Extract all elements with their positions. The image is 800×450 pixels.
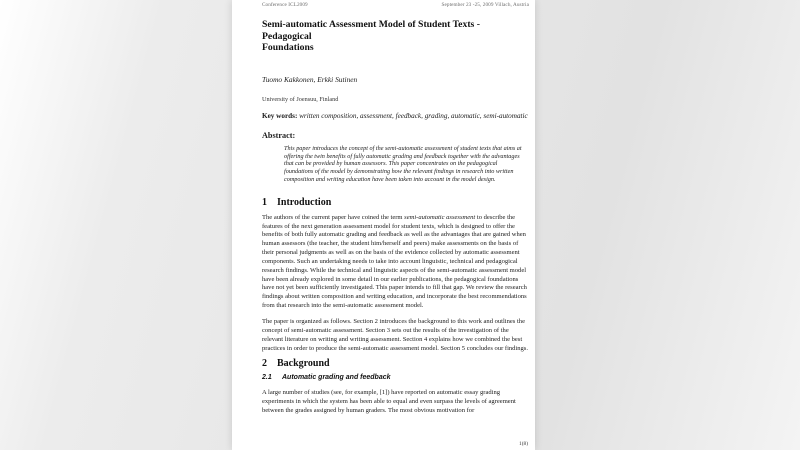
affiliation: University of Joensuu, Finland — [262, 95, 339, 103]
page-number: 1(8) — [519, 441, 528, 447]
section-1-title: Introduction — [277, 196, 332, 208]
document-page — [232, 0, 535, 450]
intro-paragraph-2: The paper is organized as follows. Section 2 introduces the background to this work and outlines the concept of semi-automatic assessment. Section 3 sets out the results of the investigation of the relevant literature on writing and writing assessment. Section 4 explains how we combined the best practices in order to produce the semi-automatic assessment model. Section 5 concludes our findings. — [262, 317, 528, 352]
page-content — [232, 0, 535, 416]
paragraph-segment: The authors of the current paper have coined the term — [262, 213, 405, 221]
section-1-number: 1 — [262, 196, 267, 208]
abstract-text: This paper introduces the concept of the semi-automatic assessment of student texts that aims at offering the twin benefits of fully automatic grading and feedback together with the advantages that can be provided by human assessors. This paper concentrates on the pedagogical foundations of the model by demonstrating how the relevant findings in research into written composition and writing education have been taken into account in the model design. — [284, 144, 522, 183]
authors: Tuomo Kakkonen, Erkki Sutinen — [262, 74, 358, 84]
conference-name: Conference ICL2009 — [262, 2, 308, 8]
keywords-line — [262, 112, 529, 121]
section-2-title: Background — [277, 358, 330, 370]
paper-title-line-2: Foundations — [262, 42, 314, 53]
conference-date-location: September 23 -25, 2009 Villach, Austria — [441, 2, 529, 8]
keywords-list: written composition, assessment, feedback, grading, automatic, semi-automatic — [299, 111, 528, 120]
keywords-label: Key words: — [262, 111, 298, 120]
paper-title-line-1: Semi-automatic Assessment Model of Student Texts - Pedagogical — [262, 19, 480, 42]
intro-paragraph-1 — [262, 214, 529, 311]
paragraph-segment: semi-automatic assessment — [404, 213, 476, 221]
paragraph-segment: to describe the features of the next generation assessment model for student texts, which is designed to offer the benefits of both fully automatic grading and feedback as well as the advantages that are gained when human assessors (the teacher, the student him/herself and peers) make assessments on the basis of their personal judgments as well as on the basis of the evidence collected by automatic assessment components. Such an undertaking needs to take into account linguistic, technical and pedagogical research findings. While the technical and linguistic aspects of the semi-automatic assessment model have been already explored in some detail in our earlier publications, the pedagogical foundations have not yet been sufficiently investigated. This paper intends to fill that gap. We review the research findings about written composition and writing education, and incorporate the best recommendations from that research into the semi-automatic assessment model. — [262, 213, 527, 310]
paper-title — [262, 19, 529, 54]
section-2-heading — [262, 358, 529, 369]
running-header — [262, 2, 529, 8]
abstract-label: Abstract: — [262, 130, 296, 140]
background-paragraph-1: A large number of studies (see, for example, [1]) have reported on automatic essay grading experiments in which the system has been able to equal and even surpass the levels of agreement between the grades assigned by human graders. The most obvious motivation for — [262, 389, 516, 415]
subsection-2-1-title: Automatic grading and feedback — [282, 374, 391, 382]
subsection-2-1-heading — [262, 374, 529, 381]
section-2-number: 2 — [262, 358, 267, 370]
section-1-heading — [262, 197, 529, 208]
subsection-2-1-number: 2.1 — [262, 374, 272, 382]
